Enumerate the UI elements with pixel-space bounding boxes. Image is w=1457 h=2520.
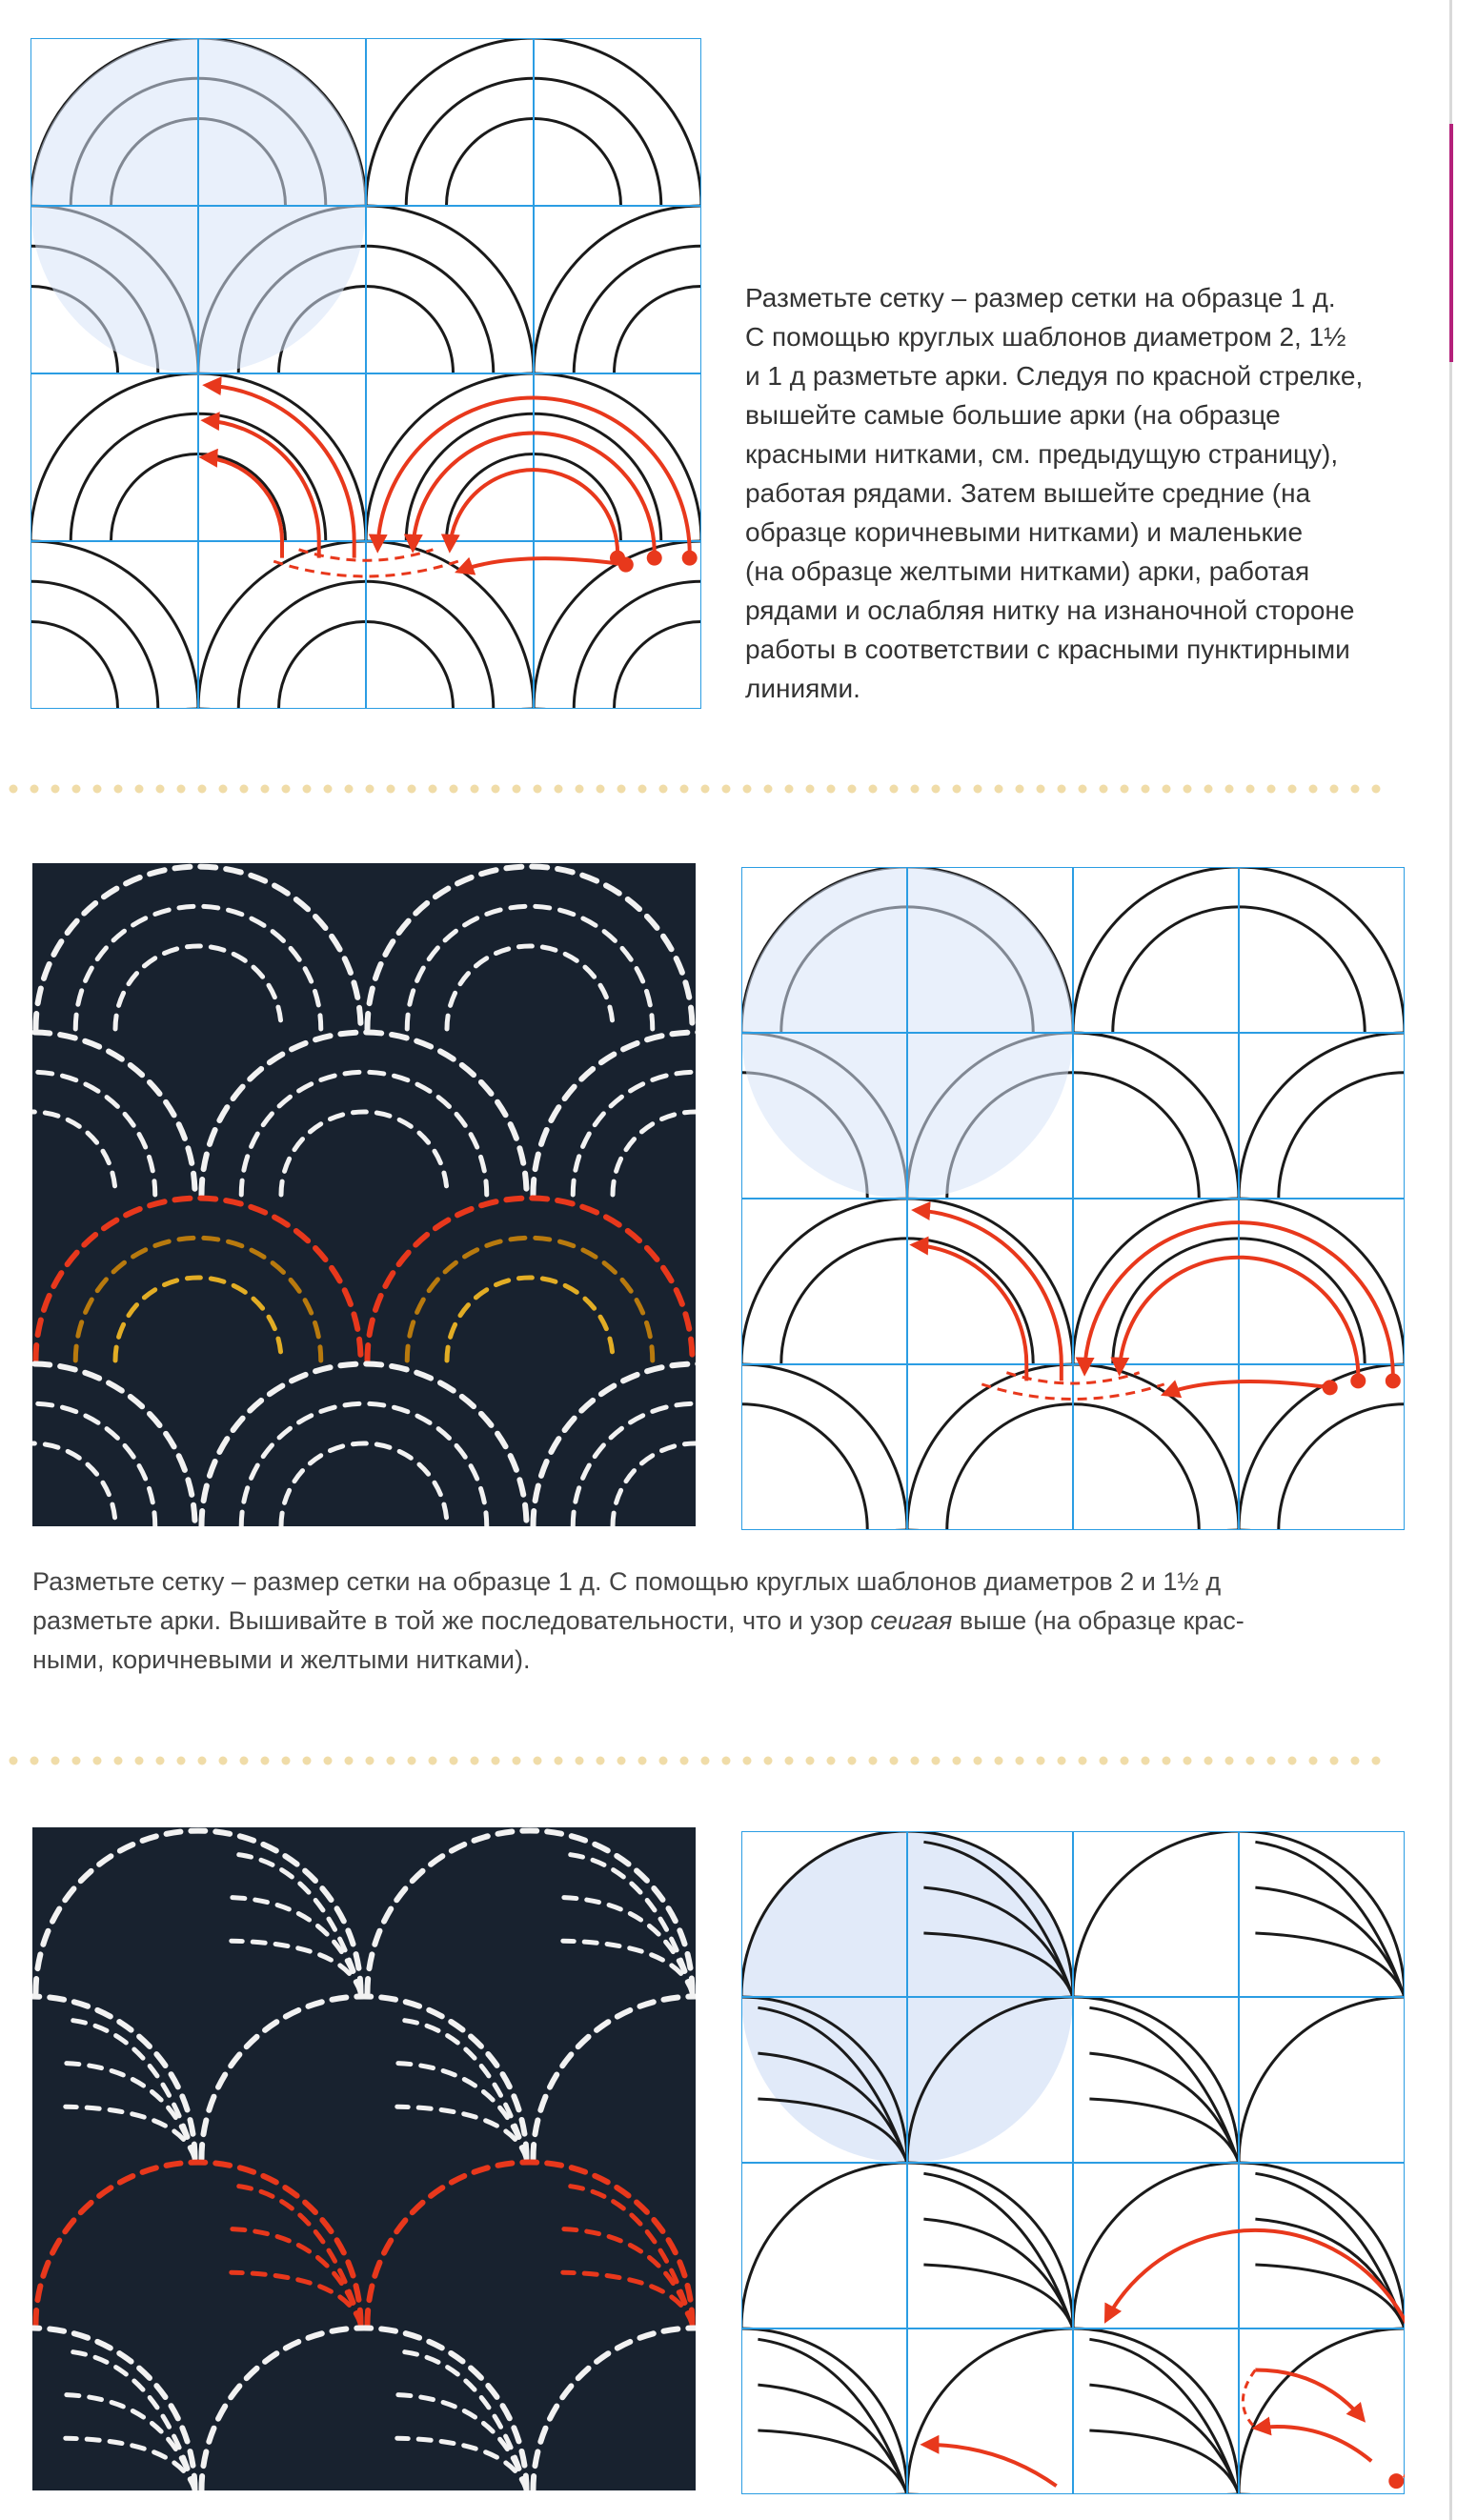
divider-dot [659, 785, 668, 794]
fan-line [1255, 2173, 1405, 2328]
divider-dot [932, 785, 941, 794]
divider-dot [869, 1757, 878, 1765]
divider-dot [30, 785, 39, 794]
divider-dot [219, 1757, 228, 1765]
divider-dot [471, 1757, 479, 1765]
divider-dot [198, 785, 207, 794]
divider-dot [534, 785, 542, 794]
divider-dot [576, 785, 584, 794]
arc-backing [1239, 1033, 1405, 1199]
divider-dot [701, 1757, 710, 1765]
fan-line [1089, 2339, 1239, 2494]
diagram-fan-pattern [741, 1831, 1405, 2494]
divider-dot [555, 785, 563, 794]
divider-dot [135, 785, 144, 794]
divider-dot [1204, 785, 1213, 794]
divider-dot [177, 1757, 186, 1765]
divider-dot [785, 785, 794, 794]
divider-dot [1100, 1757, 1108, 1765]
stitch-start-dot [682, 551, 698, 566]
divider-dot [240, 785, 249, 794]
divider-dot [93, 785, 102, 794]
divider-dot [51, 785, 60, 794]
divider-dot [1330, 785, 1339, 794]
divider-dot [198, 1757, 207, 1765]
fan-line [758, 2339, 907, 2494]
divider-dot [135, 1757, 144, 1765]
page-edge-mark [1449, 124, 1453, 362]
divider-dot [617, 1757, 626, 1765]
divider-dot [1016, 1757, 1024, 1765]
divider-dot [869, 785, 878, 794]
divider-dot [911, 1757, 920, 1765]
arc-backing [741, 1364, 907, 1530]
desc2-italic-term: сеигая [870, 1606, 953, 1635]
divider-dot [659, 1757, 668, 1765]
dotted-divider [0, 779, 1457, 798]
divider-dot [743, 1757, 752, 1765]
desc1-line: работая рядами. Затем вышейте средние (на [745, 478, 1311, 508]
divider-dot [1142, 1757, 1150, 1765]
desc1-line: Разметьте сетку – размер сетки на образце 1 д. [745, 283, 1336, 312]
divider-dot [156, 785, 165, 794]
divider-dot [1079, 785, 1087, 794]
stitch-start-dot [647, 551, 662, 566]
divider-dot [513, 1757, 521, 1765]
diagram-seigaiha-three-arcs [30, 38, 701, 709]
divider-dot [1372, 785, 1381, 794]
desc1-line: С помощью круглых шаблонов диаметром 2, 1½ [745, 322, 1346, 352]
desc1-line: (на образце желтыми нитками) арки, работая [745, 556, 1310, 586]
divider-dot [1121, 785, 1129, 794]
divider-dot [324, 785, 333, 794]
stitch-start-dot [1388, 2473, 1404, 2489]
divider-dot [848, 1757, 857, 1765]
divider-dot [177, 785, 186, 794]
fan-line [923, 2173, 1073, 2328]
photo-embroidery-sample-fan-pattern [32, 1827, 696, 2490]
divider-dot [722, 1757, 731, 1765]
divider-dot [722, 785, 731, 794]
arc-line [1239, 2328, 1405, 2494]
divider-dot [1225, 1757, 1234, 1765]
divider-dot [1142, 785, 1150, 794]
section1-description [745, 278, 1412, 708]
divider-dot [1309, 1757, 1318, 1765]
desc2-line: Разметьте сетку – размер сетки на образце 1 д. С помощью круглых шаблонов диаметров 2 и 1½ д [32, 1567, 1222, 1596]
divider-dot [408, 1757, 416, 1765]
divider-dot [617, 785, 626, 794]
divider-dot [1058, 785, 1066, 794]
desc2-line: ными, коричневыми и желтыми нитками). [32, 1645, 531, 1674]
divider-dot [890, 785, 899, 794]
divider-dot [261, 785, 270, 794]
divider-dot [492, 785, 500, 794]
divider-dot [387, 785, 395, 794]
fan-line [1255, 1842, 1405, 1997]
divider-dot [555, 1757, 563, 1765]
arc-backing [1239, 1364, 1405, 1530]
divider-dot [1100, 785, 1108, 794]
divider-dot [534, 1757, 542, 1765]
stitch-arrow [1106, 2230, 1405, 2478]
divider-dot [743, 785, 752, 794]
photo-embroidery-sample-two-arcs [32, 863, 696, 1526]
page-edge-line [1449, 0, 1452, 2520]
divider-dot [1204, 1757, 1213, 1765]
slack-thread-dashed [1243, 2370, 1255, 2429]
divider-dot [1288, 1757, 1297, 1765]
divider-dot [345, 1757, 354, 1765]
divider-dot [1058, 1757, 1066, 1765]
divider-dot [156, 1757, 165, 1765]
divider-dot [72, 785, 81, 794]
divider-dot [114, 1757, 123, 1765]
section2-description [32, 1562, 1386, 1680]
divider-dot [1309, 785, 1318, 794]
dotted-divider [0, 1751, 1457, 1770]
divider-dot [282, 1757, 291, 1765]
divider-dot [1079, 1757, 1087, 1765]
divider-dot [848, 785, 857, 794]
desc1-line: образце коричневыми нитками) и маленькие [745, 517, 1304, 547]
divider-dot [471, 785, 479, 794]
desc2-text: выше (на образце крас- [952, 1606, 1245, 1635]
divider-dot [93, 1757, 102, 1765]
divider-dot [995, 785, 1003, 794]
divider-dot [10, 785, 18, 794]
fabric-background [32, 1827, 696, 2490]
divider-dot [911, 785, 920, 794]
divider-dot [366, 1757, 374, 1765]
divider-dot [680, 785, 689, 794]
divider-dot [1267, 785, 1276, 794]
divider-dot [827, 785, 836, 794]
divider-dot [1246, 785, 1255, 794]
divider-dot [1246, 1757, 1255, 1765]
stitch-arrow [1255, 2427, 1371, 2461]
desc2-line [32, 1602, 1386, 1641]
stitch-arrow [923, 2445, 1056, 2487]
divider-dot [974, 1757, 982, 1765]
divider-dot [1163, 785, 1171, 794]
divider-dot [429, 785, 437, 794]
divider-dot [1351, 1757, 1360, 1765]
divider-dot [10, 1757, 18, 1765]
desc1-line: вышейте самые большие арки (на образце [745, 400, 1281, 430]
divider-dot [366, 785, 374, 794]
arc-line [1239, 1997, 1405, 2163]
divider-dot [638, 785, 647, 794]
divider-dot [1037, 785, 1045, 794]
desc2-text: разметьте арки. Вышивайте в той же последовательности, что и узор [32, 1606, 871, 1635]
divider-dot [638, 1757, 647, 1765]
fabric-background [32, 863, 696, 1526]
diagram-seigaiha-two-arcs [741, 867, 1405, 1530]
divider-dot [1121, 1757, 1129, 1765]
divider-dot [72, 1757, 81, 1765]
divider-dot [282, 785, 291, 794]
divider-dot [890, 1757, 899, 1765]
divider-dot [513, 785, 521, 794]
divider-dot [1184, 785, 1192, 794]
divider-dot [974, 785, 982, 794]
divider-dot [114, 785, 123, 794]
divider-dot [303, 785, 312, 794]
divider-dot [1184, 1757, 1192, 1765]
divider-dot [1225, 785, 1234, 794]
divider-dot [51, 1757, 60, 1765]
arc-line [741, 2328, 907, 2494]
divider-dot [597, 785, 605, 794]
divider-dot [680, 1757, 689, 1765]
divider-dot [995, 1757, 1003, 1765]
divider-dot [806, 785, 815, 794]
divider-dot [387, 1757, 395, 1765]
divider-dot [932, 1757, 941, 1765]
divider-dot [219, 785, 228, 794]
desc1-line: и 1 д разметьте арки. Следуя по красной стрелке, [745, 361, 1364, 391]
divider-dot [953, 785, 961, 794]
divider-dot [576, 1757, 584, 1765]
divider-dot [953, 1757, 961, 1765]
divider-dot [1351, 785, 1360, 794]
divider-dot [597, 1757, 605, 1765]
divider-dot [701, 785, 710, 794]
desc1-line: работы в соответствии с красными пунктирными [745, 635, 1350, 664]
divider-dot [408, 785, 416, 794]
desc1-line: линиями. [745, 674, 860, 703]
divider-dot [345, 785, 354, 794]
divider-dot [1288, 785, 1297, 794]
divider-dot [1372, 1757, 1381, 1765]
divider-dot [240, 1757, 249, 1765]
divider-dot [303, 1757, 312, 1765]
desc1-line: красными нитками, см. предыдущую страницу), [745, 439, 1339, 469]
divider-dot [1267, 1757, 1276, 1765]
fan-line [1089, 2007, 1239, 2163]
divider-dot [492, 1757, 500, 1765]
divider-dot [764, 785, 773, 794]
divider-dot [764, 1757, 773, 1765]
divider-dot [1016, 785, 1024, 794]
divider-dot [450, 785, 458, 794]
divider-dot [324, 1757, 333, 1765]
desc1-line: рядами и ослабляя нитку на изнаночной стороне [745, 595, 1355, 625]
divider-dot [806, 1757, 815, 1765]
divider-dot [450, 1757, 458, 1765]
stitch-start-dot [1350, 1373, 1366, 1388]
stitch-start-dot [1386, 1373, 1401, 1388]
divider-dot [30, 1757, 39, 1765]
divider-dot [827, 1757, 836, 1765]
divider-dot [1330, 1757, 1339, 1765]
divider-dot [785, 1757, 794, 1765]
divider-dot [1037, 1757, 1045, 1765]
divider-dot [261, 1757, 270, 1765]
divider-dot [429, 1757, 437, 1765]
divider-dot [1163, 1757, 1171, 1765]
